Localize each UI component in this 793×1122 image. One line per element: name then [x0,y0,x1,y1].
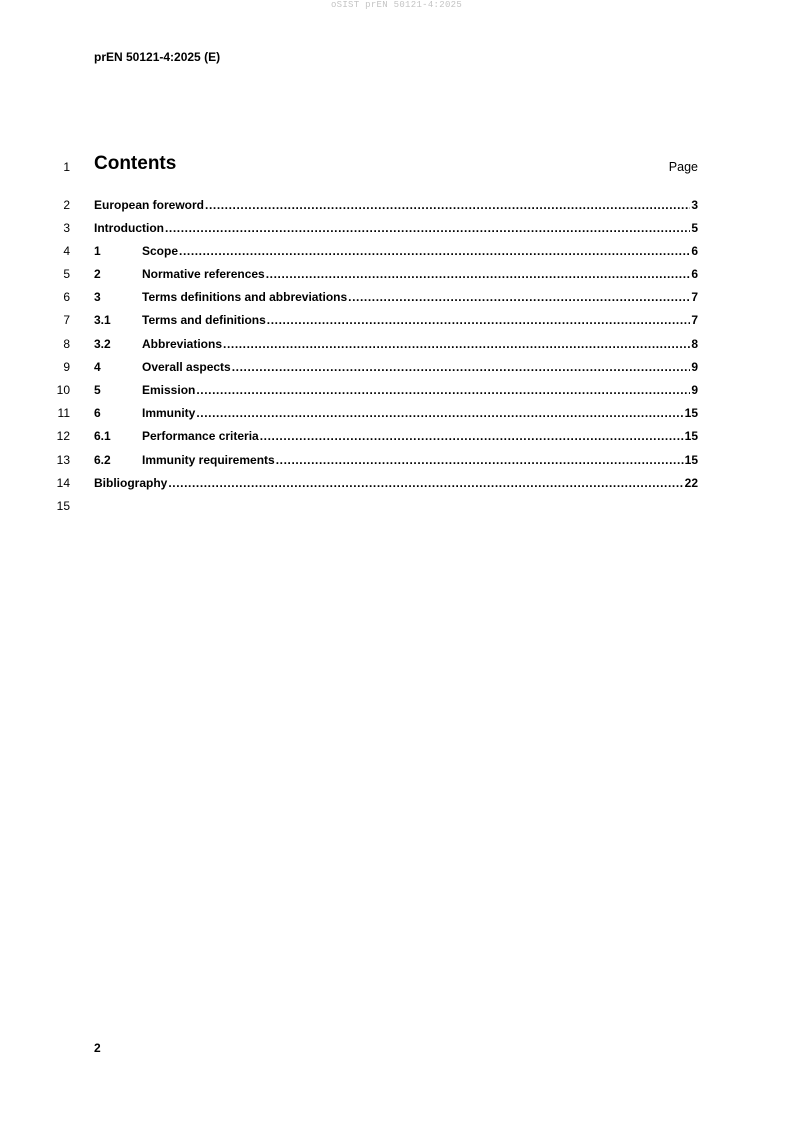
toc-entry-page: 6 [691,244,698,258]
toc-leader-dots [196,383,690,397]
contents-title: Contents [94,153,177,174]
toc-entry-title: Scope [142,244,179,258]
line-number: 2 [63,198,70,212]
toc-entry[interactable] [94,198,698,212]
line-number: 13 [56,453,70,467]
toc-entry-number: 6.1 [94,429,111,443]
line-number: 7 [63,313,70,327]
toc-entry[interactable] [94,313,698,327]
toc-entry-page: 15 [684,406,698,420]
toc-entry[interactable] [94,290,698,304]
toc-entry[interactable] [94,383,698,397]
toc-entry-title: Bibliography [94,476,168,490]
toc-entry-title: Terms and definitions [142,313,266,327]
toc-entry-title: Normative references [142,267,265,281]
toc-leader-dots [168,476,683,490]
toc-entry-page: 7 [691,313,698,327]
line-number: 6 [63,290,70,304]
toc-leader-dots [165,221,690,235]
line-number: 8 [63,337,70,351]
toc-leader-dots [223,337,690,351]
toc-entry-title: Emission [142,383,196,397]
toc-entry-page: 7 [691,290,698,304]
toc-entry-title: Immunity requirements [142,453,275,467]
document-id: prEN 50121-4:2025 (E) [94,50,221,64]
toc-entry-title: Performance criteria [142,429,259,443]
line-number: 14 [56,476,70,490]
toc-entry-number: 2 [94,267,101,281]
toc-entry-number: 3.1 [94,313,111,327]
toc-entry-number: 5 [94,383,101,397]
toc-entry-number: 3 [94,290,101,304]
toc-entry[interactable] [94,476,698,490]
toc-entry-title: European foreword [94,198,205,212]
toc-entry-page: 15 [684,429,698,443]
toc-entry-title: Abbreviations [142,337,223,351]
toc-entry-number: 4 [94,360,101,374]
line-number: 1 [63,160,70,174]
line-number: 11 [57,406,70,420]
toc-leader-dots [179,244,690,258]
toc-entry[interactable] [94,406,698,420]
watermark-text: oSIST prEN 50121-4:2025 [330,0,463,10]
line-number: 4 [63,244,70,258]
toc-entry[interactable] [94,244,698,258]
toc-entry-title: Immunity [142,406,196,420]
toc-entry[interactable] [94,267,698,281]
toc-entry-page: 5 [691,221,698,235]
toc-leader-dots [266,267,691,281]
toc-leader-dots [232,360,691,374]
toc-leader-dots [267,313,691,327]
toc-entry-title: Introduction [94,221,164,235]
page-number: 2 [94,1041,101,1055]
toc-entry-title: Overall aspects [142,360,231,374]
toc-entry-number: 1 [94,244,101,258]
toc-entry[interactable] [94,337,698,351]
toc-entry-title: Terms definitions and abbreviations [142,290,348,304]
toc-entry-page: 15 [684,453,698,467]
toc-entry[interactable] [94,360,698,374]
toc-leader-dots [205,198,690,212]
toc-leader-dots [348,290,690,304]
toc-entry[interactable] [94,429,698,443]
toc-entry-number: 3.2 [94,337,111,351]
toc-leader-dots [196,406,683,420]
toc-leader-dots [276,453,684,467]
toc-entry-page: 9 [691,383,698,397]
toc-entry-page: 3 [691,198,698,212]
line-number: 3 [63,221,70,235]
toc-entry-page: 9 [691,360,698,374]
toc-entry-page: 22 [684,476,698,490]
toc-entry-number: 6.2 [94,453,111,467]
toc-entry-page: 6 [691,267,698,281]
page-column-label: Page [668,160,698,174]
line-number: 12 [56,429,70,443]
toc-entry-page: 8 [691,337,698,351]
line-number: 9 [63,360,70,374]
toc-leader-dots [260,429,684,443]
line-number: 5 [63,267,70,281]
line-number: 10 [56,383,70,397]
toc-entry[interactable] [94,453,698,467]
toc-entry-number: 6 [94,406,101,420]
line-number: 15 [56,499,70,513]
toc-entry[interactable] [94,221,698,235]
